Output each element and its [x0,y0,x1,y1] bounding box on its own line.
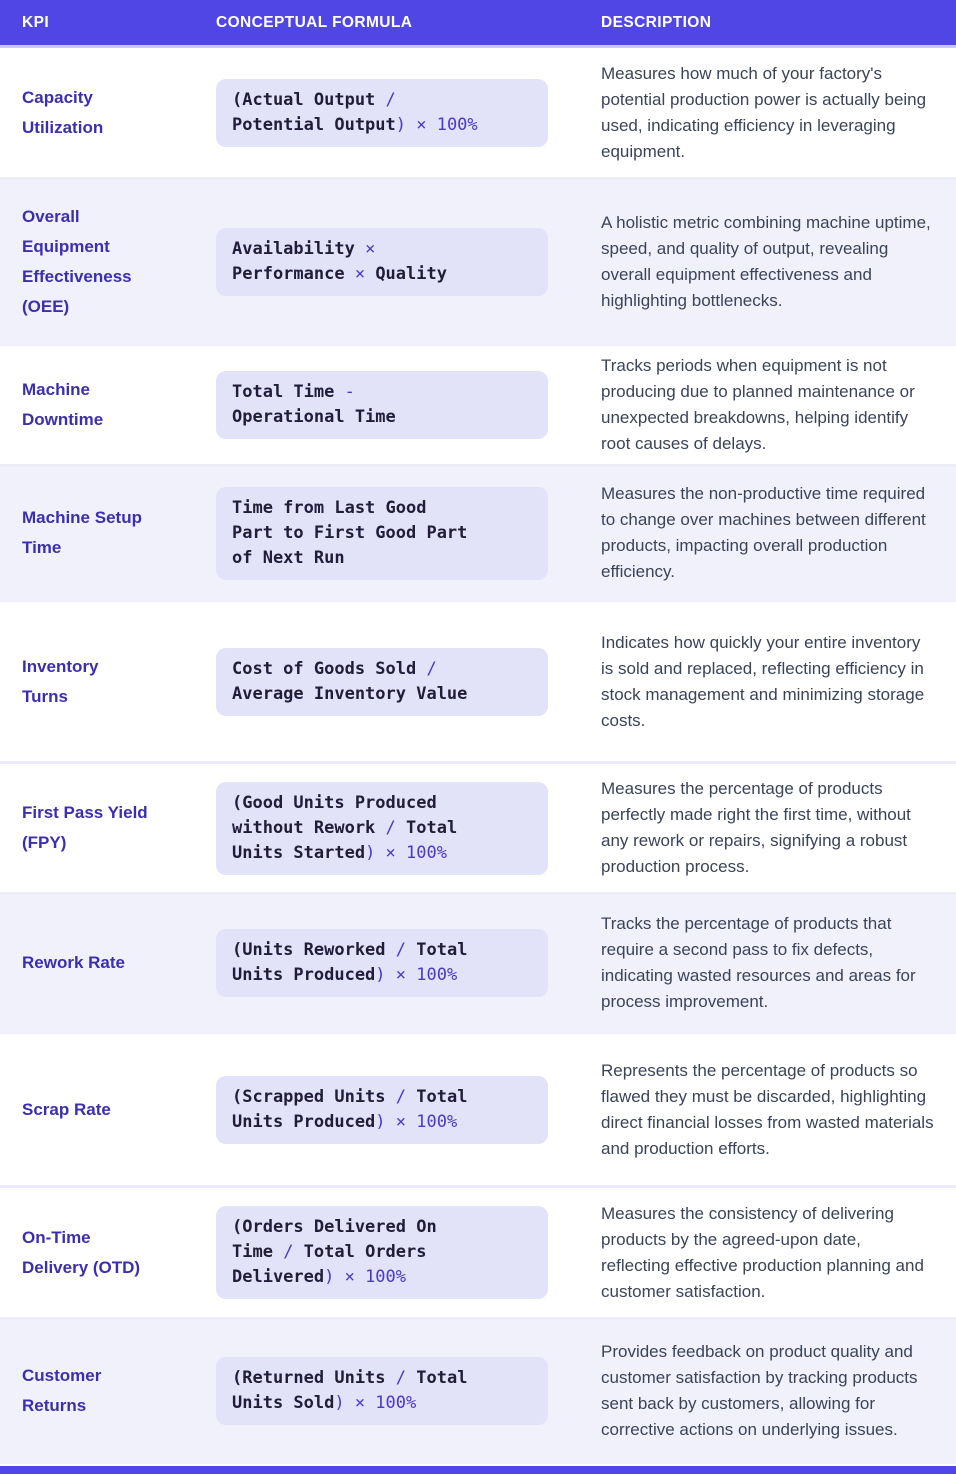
formula-cell [216,228,548,296]
column-header-description: DESCRIPTION [601,13,712,31]
description-cell [601,353,934,457]
table-row [0,602,956,764]
kpi-cell [0,375,216,435]
formula-box: (Returned Units / Total Units Sold) × 100% [216,1357,548,1425]
table-row [0,467,956,602]
formula-box: (Orders Delivered On Time / Total Orders Delivered) × 100% [216,1206,548,1299]
column-header-kpi: KPI [22,13,50,31]
kpi-cell [0,202,216,322]
kpi-description: Measures the consistency of delivering products by the agreed-upon date, reflecting effective production planning and customer satisfaction. [601,1203,924,1301]
formula-cell [216,487,548,580]
kpi-name: Machine Setup Time [22,508,142,557]
formula-cell [216,1357,548,1425]
formula-cell [216,929,548,997]
formula-box: (Good Units Produced without Rework / Total Units Started) × 100% [216,782,548,875]
kpi-name: Inventory Turns [22,656,99,706]
formula-cell [216,1206,548,1299]
kpi-name: First Pass Yield (FPY) [22,803,148,852]
kpi-cell [0,503,216,563]
table-row [0,1188,956,1320]
table-body [0,48,956,1464]
kpi-description: Tracks the percentage of products that require a second pass to fix defects, indicating wasted resources and areas for process improvement. [601,914,916,1011]
kpi-description: Measures how much of your factory's potential production power is actually being used, indicating efficiency in leveraging equipment. [601,63,927,161]
kpi-cell [0,1361,216,1421]
table-row [0,48,956,180]
description-cell [601,911,934,1015]
formula-box: Time from Last Good Part to First Good Part of Next Run [216,487,548,580]
kpi-description: Indicates how quickly your entire inventory is sold and replaced, reflecting efficiency in stock management and minimizing storage costs. [601,632,925,730]
table-row [0,764,956,895]
description-cell [601,1201,934,1305]
formula-cell [216,1076,548,1144]
formula-cell [216,371,548,439]
formula-box: (Actual Output / Potential Output) × 100% [216,79,548,147]
column-header-conceptual-formula: CONCEPTUAL FORMULA [216,13,413,31]
description-cell [601,1339,934,1443]
formula-box: Cost of Goods Sold / Average Inventory Value [216,648,548,716]
table-row [0,346,956,467]
table-header-row [0,0,956,48]
kpi-name: Overall Equipment Effectiveness (OEE) [22,206,132,316]
kpi-description: Tracks periods when equipment is not producing due to planned maintenance or unexpected breakdowns, helping identify root causes of delays. [601,356,915,453]
formula-box: (Scrapped Units / Total Units Produced) × 100% [216,1076,548,1144]
kpi-cell [0,652,216,712]
kpi-name: Machine Downtime [22,380,104,429]
kpi-cell [0,798,216,858]
formula-cell [216,782,548,875]
formula-box: Availability × Performance × Quality [216,228,548,296]
kpi-name: Customer Returns [22,1365,102,1415]
formula-cell [216,648,548,716]
kpi-name: Capacity Utilization [22,87,104,137]
formula-cell [216,79,548,147]
kpi-cell [0,1095,216,1125]
table-row [0,895,956,1034]
kpi-description: Provides feedback on product quality and customer satisfaction by tracking products sent back by customers, allowing for corrective actions on underlying issues. [601,1341,918,1439]
description-cell [601,776,934,880]
description-cell [601,630,934,734]
kpi-name: On-Time Delivery (OTD) [22,1227,141,1277]
footer-accent-bar [0,1466,956,1474]
table-row [0,180,956,346]
table-row [0,1034,956,1188]
kpi-cell [0,948,216,978]
kpi-cell [0,1223,216,1283]
kpi-description: Measures the percentage of products perfectly made right the first time, without any rework or repairs, signifying a robust production process. [601,779,911,876]
kpi-description: Measures the non-productive time required to change over machines between different products, impacting overall production efficiency. [601,484,926,581]
formula-box: Total Time - Operational Time [216,371,548,439]
formula-box: (Units Reworked / Total Units Produced) × 100% [216,929,548,997]
kpi-name: Rework Rate [22,953,125,972]
kpi-cell [0,83,216,143]
kpi-name: Scrap Rate [22,1099,111,1119]
description-cell [601,210,934,314]
table-row [0,1320,956,1464]
description-cell [601,1058,934,1162]
description-cell [601,61,934,165]
kpi-description: Represents the percentage of products so flawed they must be discarded, highlighting direct financial losses from wasted materials and production efforts. [601,1060,934,1158]
description-cell [601,481,934,585]
kpi-description: A holistic metric combining machine uptime, speed, and quality of output, revealing overall equipment effectiveness and highlighting bottlenecks. [601,212,931,310]
